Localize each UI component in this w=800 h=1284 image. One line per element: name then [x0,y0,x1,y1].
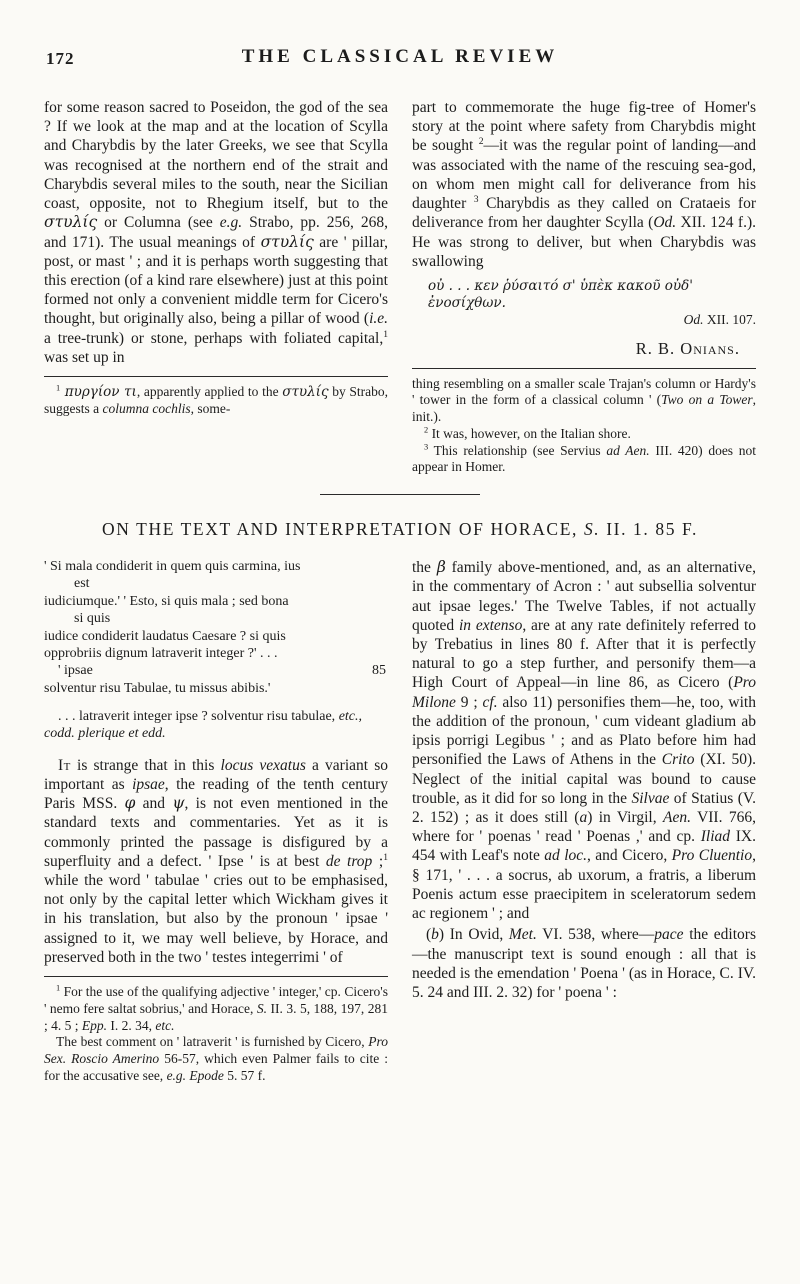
article2-left-column [44,558,388,1084]
article2-left-paragraph: It is strange that in this locus vexatus a variant so important as ipsae, the reading of the tenth century Paris MSS. φ and ψ, is not even mentioned in the standard texts and commentaries. Yet as it is commonly printed the passage is disfigured by a superfluity and a defect. ' Ipse ' is at best de trop ;$^1$ while the word ' tabulae ' cries out to be emphasised, not only by the capital letter which Wickham gives it in his translation, but also by the pronoun ' ipsae ' assigned to it, we may well believe, by Horace, and preserved both in the two ' testes integerrimi ' of [44,756,389,966]
page-number: 172 [46,49,75,68]
greek-quotation-citation: Od. XII. 107. [683,311,756,327]
page-header [44,46,756,74]
verse-line-number: 85 [372,663,386,679]
author-signature: R. B. Onians. [635,338,740,358]
verse-line: iudice condiderit laudatus Caesare ? si quis [44,628,286,644]
article-onians [44,98,756,476]
verse-line: iudiciumque.' ' Esto, si quis mala ; sed bona [44,593,289,609]
article2-right-paragraph-1: the β family above-mentioned, and, as an alternative, in the commentary of Acron : ' aut subsellia solventur aut ipsae leges.' The Twelve Tables, if not actually quoted in extenso, are at any rate definitely referred to by Trebatius in lines 80 f. After that it is perfectly natural to go a step further, and personify them—a High Court of Appeal—in line 86, as Cicero (Pro Milone 9 ; cf. also 11) personifies them—he, too, with the addition of the pronoun, ' cum videant gladium ab ipsis porrigi Legibus ' ; and as Plato before him had personified the Laws of Athens in the Crito (XI. 50). Neglect of the initial capital was bound to cause trouble, as it did for so long in the Silvae of Statius (V. 2. 152) ; as it does still (a) in Virgil, Aen. VII. 766, where for ' poenas ' read ' Poenas ,' and cp. Iliad IX. 454 with Leaf's note ad loc., and Cicero, Pro Cluentio, § 171, ' . . . a socrus, ab uxorum, a fratris, a liberum Poenis actum esse praecipitem in sceleratorum sedem ac regionem ' ; and [412,558,757,923]
verse-line: opprobriis dignum latraverit integer ?' . . . [44,645,278,661]
verse-line: si quis [74,611,111,627]
article-divider-rule [320,494,480,495]
article1-footnote-1-continuation: thing resembling on a smaller scale Trajan's column or Hardy's ' tower in the form of a classical column ' (Two on a Tower, init.). [412,375,756,425]
verse-line-with-number [44,662,388,679]
article1-footnote-2: $^2$ It was, however, on the Italian shore. [424,425,631,441]
latin-quotation-block [44,558,388,697]
verse-line: ' Si mala condiderit in quem quis carmina, ius [44,559,301,575]
article2-title: ON THE TEXT AND INTERPRETATION OF HORACE, S. II. 1. 85 F. [102,519,698,540]
article-horace [44,519,756,1084]
critical-apparatus: . . . latraverit integer ipse ? solventur risu tabulae, etc., codd. plerique et edd. [44,709,363,742]
verse-line: solventur risu Tabulae, tu missus abibis.' [44,680,271,696]
article1-left-body: for some reason sacred to Poseidon, the god of the sea ? If we look at the map and at the location of Scylla and Charybdis by the later Greeks, we see that Scylla was recognised at the northern end of the strait and Charybdis several miles to the south, near the Sicilian coast, opposite, not to Rhegium itself, but to the στυλίς or Columna (see e.g. Strabo, pp. 256, 268, and 171). The usual meanings of στυλίς are ' pillar, post, or mast ' ; and it is perhaps worth suggesting that this erection (of a kind rare elsewhere) just at this point formed not only a convenient middle term for Cicero's thought, but originally also, being a pillar of wood (i.e. a tree-trunk) or stone, perhaps with foliated capital,$^1$ was set up in [44,99,388,366]
footnote-rule-article2 [44,976,388,977]
footnote-rule-right [412,368,756,369]
article2-right-paragraph-2: (b) In Ovid, Met. VI. 538, where—pace the editors—the manuscript text is sound enough : all that is needed is the emendation ' Poena ' (as in Horace, C. IV. 5. 24 and III. 2. 32) for ' poena ' : [412,926,756,1001]
article2-right-column [412,558,756,1002]
article1-footnote-3: $^3$ This relationship (see Servius ad Aen. III. 420) does not appear in Homer. [412,442,756,475]
verse-line: est [74,576,90,592]
article1-right-body: part to commemorate the huge fig-tree of Homer's story at the point where safety from Charybdis might be sought $^2$—it was the regular point of landing—and was associated with the name of the rescuing sea-god, on whom men might call for deliverance from his daughter $^3$ Charybdis as they called on Crataeis for deliverance from her daughter Scylla (Od. XII. 124 f.). He was strong to deliver, but when Charybdis was swallowing [412,99,757,270]
journal-title: THE CLASSICAL REVIEW [241,46,559,67]
article1-right-column [412,98,756,476]
greek-quotation: οὐ . . . κεν ῥύσαιτό σ' ὑπὲκ κακοῦ οὐδ' ἐνοσίχθων. [428,277,693,311]
article2-columns [44,558,756,1084]
verse-line-text: ' ipsae [58,663,93,679]
article2-footnote-1b: The best comment on ' latraverit ' is furnished by Cicero, Pro Sex. Roscio Amerino 56-57, which even Palmer fails to cite : for the accusative see, e.g. Epode 5. 57 f. [44,1034,388,1083]
article2-footnote-1: $^1$ For the use of the qualifying adjective ' integer,' cp. Cicero's ' nemo fere saltat sobrius,' and Horace, S. II. 3. 5, 188, 197, 281 ; 4. 5 ; Epp. I. 2. 34, etc. [44,983,388,1033]
article1-footnote-1: $^1$ πυργίον τι, apparently applied to the στυλίς by Strabo, suggests a columna cochlis, some- [44,383,388,416]
article1-left-column [44,98,388,418]
footnote-rule-left [44,376,388,377]
